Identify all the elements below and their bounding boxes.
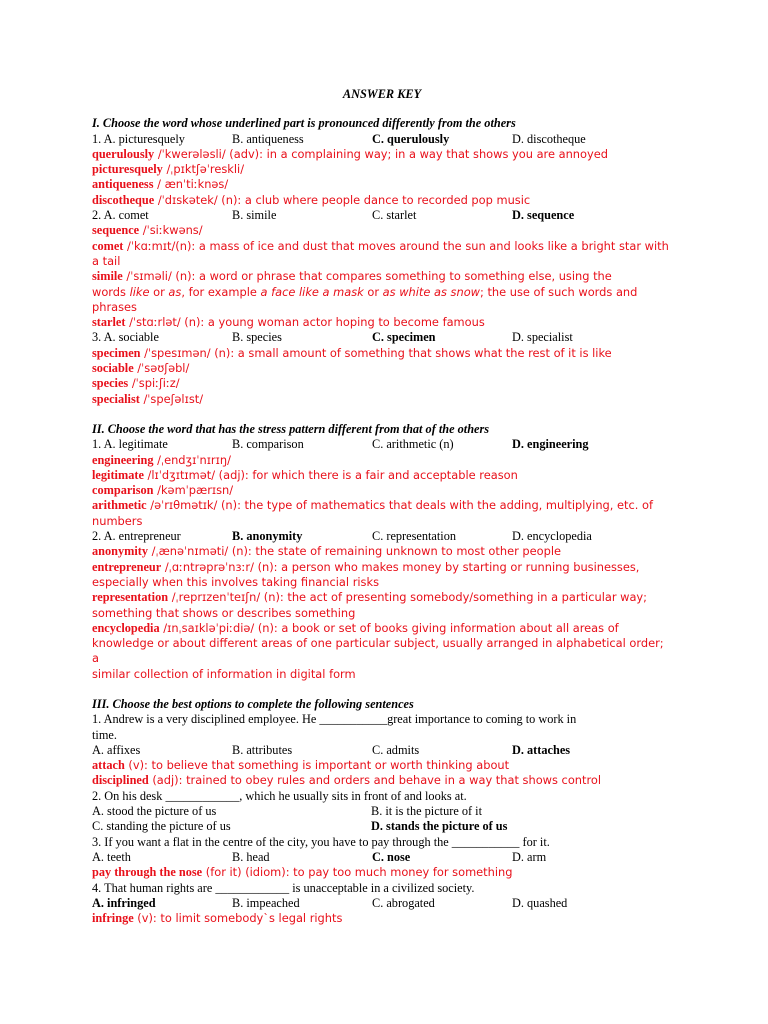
correct-option: D. stands the picture of us [371, 819, 508, 834]
gloss-line [92, 514, 672, 529]
section-gap [92, 407, 672, 422]
gloss-word: comparison [92, 483, 154, 498]
option: A. affixes [92, 742, 141, 757]
gloss-definition: (v): to limit somebody`s legal rights [137, 911, 343, 926]
option: A. teeth [92, 849, 131, 864]
gloss-definition: /ˌpɪktʃəˈreskli/ [166, 162, 245, 177]
gloss-definition: /ˌendʒɪˈnɪrɪŋ/ [157, 452, 231, 467]
gloss-line [92, 193, 672, 208]
gloss-word: starlet [92, 315, 126, 330]
correct-option: C. specimen [372, 330, 436, 345]
gloss-line [92, 147, 672, 162]
question-stem: 3. If you want a flat in the centre of the city, you have to pay through the ___________ for it. [92, 834, 550, 849]
gloss-line [92, 392, 672, 407]
gloss-definition: /ˈspeʃəlɪst/ [143, 391, 204, 406]
option: B. species [232, 330, 282, 345]
gloss-definition: (for it) (idiom): to pay too much money for something [205, 865, 513, 880]
correct-option: D. engineering [512, 437, 589, 452]
gloss-definition: knowledge or about different areas of one particular subject, usually arranged in alphabetical order; a [92, 636, 664, 666]
option-row [92, 896, 672, 911]
document-title: ANSWER KEY [342, 87, 422, 101]
option: C. abrogated [372, 895, 435, 910]
option-row [92, 804, 672, 819]
gloss-line [92, 468, 672, 483]
option: C. starlet [372, 208, 417, 223]
option: B. comparison [232, 437, 304, 452]
option-row [92, 437, 672, 452]
option: B. head [232, 849, 270, 864]
gloss-word: sequence [92, 223, 140, 238]
gloss-definition: (adj): trained to obey rules and orders and behave in a way that shows control [152, 773, 602, 788]
gloss-line [92, 498, 672, 513]
section-heading: III. Choose the best options to complete the following sentences [92, 696, 414, 711]
gloss-word: encyclopedia [92, 620, 160, 635]
correct-option: D. sequence [512, 208, 575, 223]
gloss-line [92, 346, 672, 361]
gloss-line [92, 376, 672, 391]
option: D. quashed [512, 895, 568, 910]
gloss-line [92, 453, 672, 468]
option: C. admits [372, 742, 420, 757]
gloss-word: species [92, 376, 129, 391]
gloss-word: infringe [92, 911, 134, 926]
gloss-definition: /ˈsiːkwəns/ [142, 223, 203, 238]
option: C. representation [372, 529, 457, 544]
section-heading: I. Choose the word whose underlined part is pronounced differently from the others [92, 116, 516, 131]
gloss-line [92, 285, 672, 300]
option-row [92, 330, 672, 345]
option: D. encyclopedia [512, 529, 592, 544]
gloss-word: anonymity [92, 544, 149, 559]
option: D. discotheque [512, 131, 586, 146]
question-stem: 4. That human rights are ____________ is unacceptable in a civilized society. [92, 880, 475, 895]
gloss-line [92, 361, 672, 376]
gloss-line [92, 575, 672, 590]
gloss-line [92, 667, 672, 682]
option-row [92, 850, 672, 865]
gloss-word: comet [92, 238, 124, 253]
option: 1. A. legitimate [92, 437, 168, 452]
gloss-definition: /ˈsəʊʃəbl/ [137, 361, 190, 376]
gloss-definition: (v): to believe that something is important or worth thinking about [128, 758, 510, 773]
gloss-word: simile [92, 269, 123, 284]
gloss-word: pay through the nose [92, 865, 203, 880]
gloss-definition: /ˈdɪskətek/ (n): a club where people dance to recorded pop music [157, 192, 531, 207]
gloss-line [92, 606, 672, 621]
gloss-word: sociable [92, 361, 134, 376]
gloss-line [92, 636, 672, 667]
option: B. antiqueness [232, 131, 304, 146]
option-row [92, 529, 672, 544]
option: 2. A. entrepreneur [92, 529, 181, 544]
gloss-definition: /ˈsɪməli/ (n): a word or phrase that compares something to something else, using the [126, 269, 612, 284]
gloss-line [92, 560, 672, 575]
gloss-word: specialist [92, 391, 140, 406]
correct-option: C. nose [372, 849, 411, 864]
correct-option: A. infringed [92, 895, 156, 910]
option-row [92, 819, 672, 834]
document-content [92, 116, 672, 926]
gloss-line [92, 269, 672, 284]
gloss-definition: similar collection of information in digital form [92, 666, 356, 681]
gloss-definition: especially when this involves taking financial risks [92, 574, 380, 589]
option-row [92, 208, 672, 223]
gloss-definition: numbers [92, 513, 143, 528]
gloss-word: disciplined [92, 773, 149, 788]
gloss-definition: a tail [92, 253, 121, 268]
option: 2. A. comet [92, 208, 149, 223]
option: D. specialist [512, 330, 573, 345]
gloss-line [92, 254, 672, 269]
question-stem: 1. Andrew is a very disciplined employee. He ___________great importance to coming to work in [92, 712, 577, 727]
gloss-line [92, 911, 672, 926]
gloss-definition: /ˈkɑːmɪt/(n): a mass of ice and dust that moves around the sun and looks like a bright star with [127, 238, 669, 253]
gloss-definition: /ˈkwerələsli/ (adv): in a complaining way; in a way that shows you are annoyed [157, 146, 608, 161]
gloss-definition: /əˈrɪθmətɪk/ (n): the type of mathematics that deals with the adding, multiplying, etc. of [150, 498, 653, 513]
correct-option: C. querulously [372, 131, 450, 146]
gloss-line [92, 590, 672, 605]
gloss-definition: /ˈspesɪmən/ (n): a small amount of something that shows what the rest of it is like [144, 345, 612, 360]
gloss-line [92, 758, 672, 773]
gloss-word: querulously [92, 146, 155, 161]
option: 3. A. sociable [92, 330, 159, 345]
option-row [92, 132, 672, 147]
gloss-definition: /ˌænəˈnɪməti/ (n): the state of remaining unknown to most other people [151, 544, 562, 559]
gloss-definition: /lɪˈdʒɪtɪmət/ (adj): for which there is a fair and acceptable reason [147, 467, 518, 482]
option: B. impeached [232, 895, 300, 910]
option: C. standing the picture of us [92, 819, 231, 834]
option: B. simile [232, 208, 277, 223]
gloss-line [92, 177, 672, 192]
gloss-definition: / ænˈtiːknəs/ [157, 177, 229, 192]
answer-key-document [92, 87, 672, 926]
option: C. arithmetic (n) [372, 437, 454, 452]
gloss-definition: something that shows or describes something [92, 605, 356, 620]
gloss-word: discotheque [92, 192, 155, 207]
gloss-word: entrepreneur [92, 559, 162, 574]
gloss-word: antiqueness [92, 177, 154, 192]
gloss-definition: /ˌɑːntrəprəˈnɜːr/ (n): a person who makes money by starting or running businesses, [164, 559, 640, 574]
gloss-word: engineering [92, 452, 154, 467]
gloss-line [92, 223, 672, 238]
option: B. attributes [232, 742, 293, 757]
gloss-line [92, 239, 672, 254]
option: D. arm [512, 849, 547, 864]
gloss-word: picturesquely [92, 162, 163, 177]
option-row [92, 743, 672, 758]
gloss-definition: /ɪnˌsaɪkləˈpiːdiə/ (n): a book or set of books giving information about all areas of [163, 620, 619, 635]
gloss-word: legitimate [92, 467, 144, 482]
correct-option: D. attaches [512, 742, 571, 757]
gloss-definition: /ˈstɑːrlət/ (n): a young woman actor hoping to become famous [129, 315, 485, 330]
gloss-line [92, 621, 672, 636]
gloss-definition: /ˌreprɪzenˈteɪʃn/ (n): the act of presenting somebody/something in a particular way; [171, 590, 648, 605]
section-gap [92, 682, 672, 697]
option: B. it is the picture of it [371, 804, 482, 819]
question-stem: time. [92, 727, 117, 742]
option: A. stood the picture of us [92, 804, 217, 819]
question-stem: 2. On his desk ____________, which he usually sits in front of and looks at. [92, 788, 467, 803]
gloss-word: representation [92, 590, 169, 605]
gloss-line [92, 300, 672, 315]
correct-option: B. anonymity [232, 529, 303, 544]
gloss-line [92, 865, 672, 880]
gloss-line [92, 773, 672, 788]
gloss-word: arithmetic [92, 498, 147, 513]
gloss-line [92, 162, 672, 177]
gloss-definition: phrases [92, 299, 137, 314]
gloss-definition: /kəmˈpærɪsn/ [157, 483, 234, 498]
gloss-line [92, 544, 672, 559]
gloss-line [92, 483, 672, 498]
gloss-definition: /ˈspiːʃiːz/ [131, 376, 180, 391]
option: 1. A. picturesquely [92, 131, 185, 146]
gloss-line [92, 315, 672, 330]
section-heading: II. Choose the word that has the stress pattern different from that of the others [92, 421, 490, 436]
gloss-definition: words like or as, for example a face like a mask or as white as snow; the use of such words and [92, 284, 638, 299]
gloss-word: attach [92, 758, 125, 773]
gloss-word: specimen [92, 345, 141, 360]
